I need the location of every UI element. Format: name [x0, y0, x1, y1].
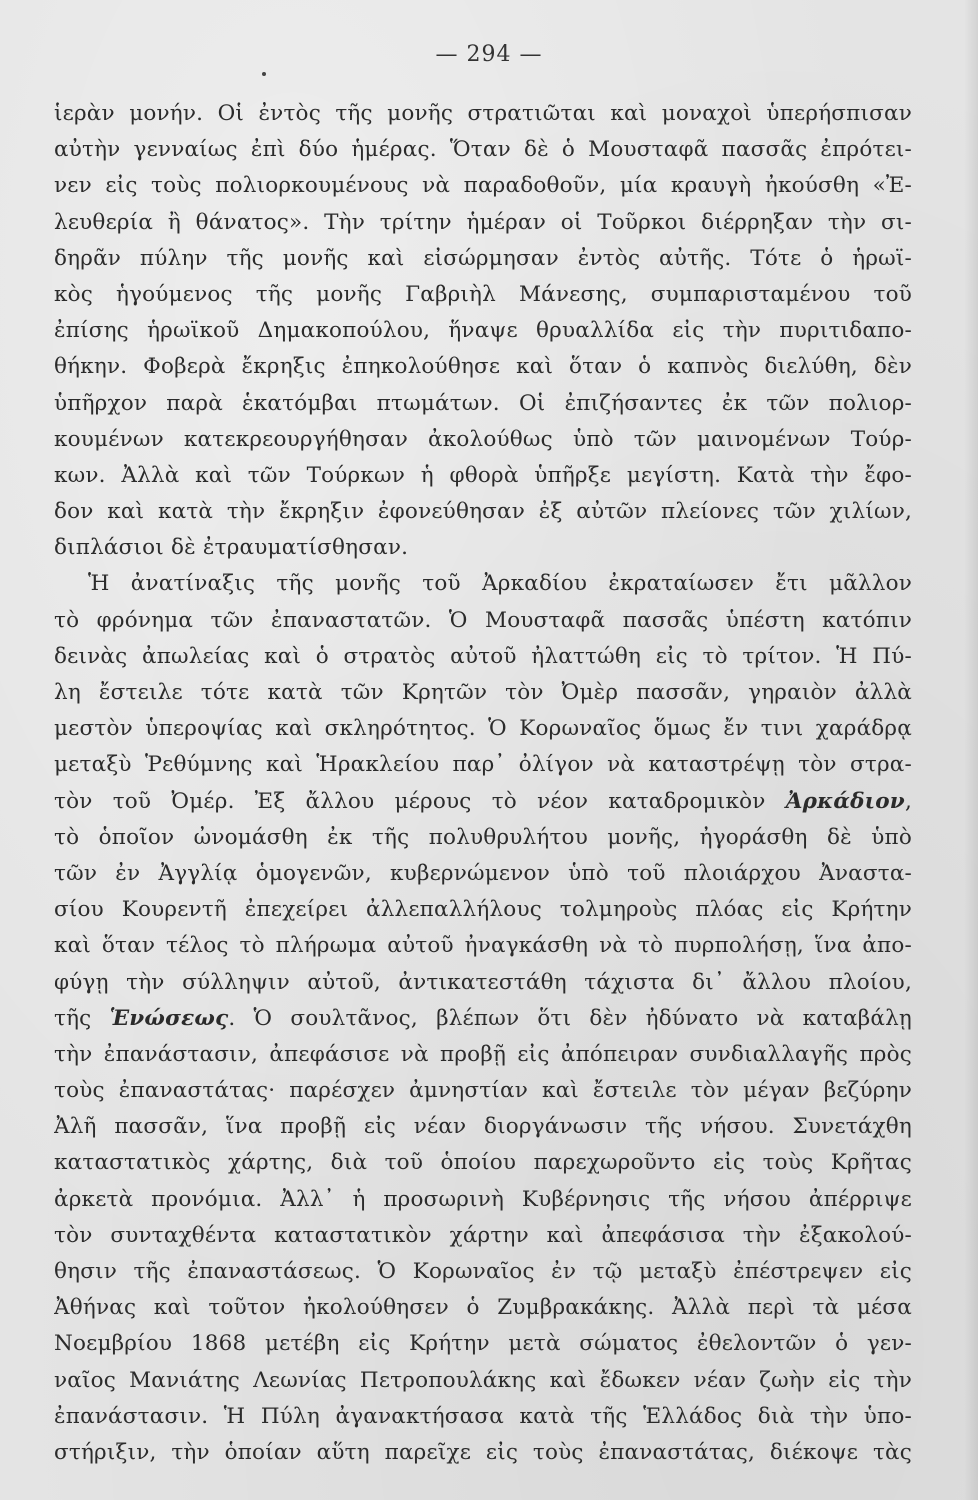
- text-line: [54, 205, 912, 241]
- text-line-content: δον καὶ κατὰ τὴν ἔκρηξιν ἐφονεύθησαν ἐξ αὐτῶν πλείονες τῶν χιλίων,: [54, 499, 912, 525]
- text-line: [54, 965, 912, 1001]
- text-line-content: θήκην. Φοβερὰ ἔκρηξις ἐπηκολούθησε καὶ ὅταν ὁ καπνὸς διελύθη, δὲν: [54, 354, 912, 380]
- text-line-content: Ἀθήνας καὶ τοῦτον ἠκολούθησεν ὁ Ζυμβρακάκης. Ἀλλὰ περὶ τὰ μέσα: [54, 1295, 912, 1321]
- text-line-content: ναῖος Μανιάτης Λεωνίας Πετροπουλάκης καὶ ἔδωκεν νέαν ζωὴν εἰς τὴν: [54, 1367, 912, 1393]
- text-line: [54, 1145, 912, 1181]
- text-line: [54, 1399, 912, 1435]
- text-line-content: τὸ ὁποῖον ὠνομάσθη ἐκ τῆς πολυθρυλήτου μονῆς, ἠγοράσθη δὲ ὑπὸ: [54, 824, 912, 850]
- text-line-content: τῶν ἐν Ἀγγλίᾳ ὁμογενῶν, κυβερνώμενον ὑπὸ τοῦ πλοιάρχου Ἀναστα-: [54, 860, 912, 886]
- text-line-content: δηρᾶν πύλην τῆς μονῆς καὶ εἰσώρμησαν ἐντὸς αὐτῆς. Τότε ὁ ἡρωϊ-: [54, 245, 912, 271]
- text-line-content: σίου Κουρεντῆ ἐπεχείρει ἀλλεπαλλήλους τολμηροὺς πλόας εἰς Κρήτην: [54, 897, 912, 923]
- text-line-content: διπλάσιοι δὲ ἐτραυματίσθησαν.: [54, 535, 409, 561]
- text-line-content: αὐτὴν γενναίως ἐπὶ δύο ἡμέρας. Ὅταν δὲ ὁ Μουσταφᾶ πασσᾶς ἐπρότει-: [54, 137, 912, 163]
- text-line-content: ὑπῆρχον παρὰ ἑκατόμβαι πτωμάτων. Οἱ ἐπιζήσαντες ἐκ τῶν πολιορ-: [54, 390, 912, 416]
- text-line: [54, 711, 912, 747]
- text-line: [54, 1001, 912, 1037]
- text-line-content: μεταξὺ Ῥεθύμνης καὶ Ἡρακλείου παρ᾽ ὀλίγον νὰ καταστρέψῃ τὸν στρα-: [54, 752, 912, 778]
- text-line-content: κων. Ἀλλὰ καὶ τῶν Τούρκων ἡ φθορὰ ὑπῆρξε μεγίστη. Κατὰ τὴν ἔφο-: [54, 462, 912, 488]
- page-edge-shadow: [964, 0, 978, 1500]
- text-line: [54, 820, 912, 856]
- text-line-content: ἱερὰν μονήν. Οἱ ἐντὸς τῆς μονῆς στρατιῶται καὶ μοναχοὶ ὑπερήσπισαν: [54, 101, 912, 126]
- text-line-content: τῆς: [54, 1005, 92, 1031]
- text-line-content: Ἡ ἀνατίναξις τῆς μονῆς τοῦ Ἀρκαδίου ἐκραταίωσεν ἔτι μᾶλλον: [88, 571, 912, 597]
- text-line: [54, 349, 912, 385]
- text-line: [54, 422, 912, 458]
- text-line: [54, 639, 912, 675]
- text-line-content: τὴν ἐπανάστασιν, ἀπεφάσισε νὰ προβῇ εἰς ἀπόπειραν συνδιαλλαγῆς πρὸς: [54, 1041, 912, 1067]
- text-line-content: ἐπίσης ἡρωϊκοῦ Δημακοπούλου, ἥναψε θρυαλλίδα εἰς τὴν πυριτιδαπο-: [54, 318, 912, 344]
- text-line: [54, 1326, 912, 1362]
- text-line: [54, 1182, 912, 1218]
- text-line: [54, 241, 912, 277]
- text-line: [54, 386, 912, 422]
- italic-ship-name: Ἑνώσεως: [109, 1005, 229, 1031]
- page-number: — 294 —: [435, 42, 543, 67]
- text-line-content: δεινὰς ἀπωλείας καὶ ὁ στρατὸς αὐτοῦ ἠλαττώθη εἰς τὸ τρίτον. Ἡ Πύ-: [54, 643, 912, 669]
- text-line: [54, 928, 912, 964]
- text-line: [54, 603, 912, 639]
- text-line: [54, 1290, 912, 1326]
- text-line-content: τὸ φρόνημα τῶν ἐπαναστατῶν. Ὁ Μουσταφᾶ πασσᾶς ὑπέστη κατόπιν: [54, 607, 912, 633]
- text-line-content: νεν εἰς τοὺς πολιορκουμένους νὰ παραδοθοῦν, μία κραυγὴ ἠκούσθη «Ἐ-: [54, 173, 912, 199]
- text-line: [54, 277, 912, 313]
- ink-speck: [262, 72, 266, 76]
- text-line-content: καὶ ὅταν τέλος τὸ πλήρωμα αὐτοῦ ἠναγκάσθη νὰ τὸ πυρπολήσῃ, ἵνα ἀπο-: [54, 933, 912, 959]
- text-line: [54, 530, 912, 566]
- text-line-content: μεστὸν ὑπεροψίας καὶ σκληρότητος. Ὁ Κορωναῖος ὅμως ἔν τινι χαράδρᾳ: [54, 716, 912, 742]
- text-line: [54, 313, 912, 349]
- text-line: [54, 132, 912, 168]
- text-line: [54, 494, 912, 530]
- text-line: [54, 1363, 912, 1399]
- text-line-content: καταστατικὸς χάρτης, διὰ τοῦ ὁποίου παρεχωροῦντο εἰς τοὺς Κρῆτας: [54, 1150, 912, 1176]
- text-line-content: ἀρκετὰ προνόμια. Ἀλλ᾽ ἡ προσωρινὴ Κυβέρνησις τῆς νήσου ἀπέρριψε: [54, 1186, 912, 1212]
- text-line: [54, 1037, 912, 1073]
- text-line: [54, 747, 912, 783]
- text-line-content: τοὺς ἐπαναστάτας· παρέσχεν ἀμνηστίαν καὶ ἔστειλε τὸν μέγαν βεζύρην: [54, 1078, 912, 1104]
- text-line-content: κὸς ἡγούμενος τῆς μονῆς Γαβριὴλ Μάνεσης, συμπαρισταμένου τοῦ: [54, 281, 912, 307]
- text-line: [54, 96, 912, 132]
- text-line-content: Νοεμβρίου 1868 μετέβη εἰς Κρήτην μετὰ σώματος ἐθελοντῶν ὁ γεν-: [54, 1331, 912, 1357]
- text-line-content: λευθερία ἢ θάνατος». Τὴν τρίτην ἡμέραν οἱ Τοῦρκοι διέρρηξαν τὴν σι-: [54, 209, 912, 235]
- text-line-content: θησιν τῆς ἐπαναστάσεως. Ὁ Κορωναῖος ἐν τῷ μεταξὺ ἐπέστρεψεν εἰς: [54, 1259, 912, 1284]
- text-line: [54, 458, 912, 494]
- text-line-content: κουμένων κατεκρεουργήθησαν ἀκολούθως ὑπὸ τῶν μαινομένων Τούρ-: [54, 426, 912, 452]
- text-line-tail: . Ὁ σουλτᾶνος, βλέπων ὅτι δὲν ἠδύνατο νὰ καταβάλῃ: [228, 1005, 912, 1031]
- italic-ship-name: Ἀρκάδιον: [785, 788, 905, 814]
- text-line: [54, 675, 912, 711]
- text-line: [54, 784, 912, 820]
- text-line-content: τὸν συνταχθέντα καταστατικὸν χάρτην καὶ ἀπεφάσισα τὴν ἐξακολού-: [54, 1222, 912, 1248]
- text-line-content: τὸν τοῦ Ὀμέρ. Ἐξ ἄλλου μέρους τὸ νέον καταδρομικὸν: [54, 788, 766, 814]
- text-line: [54, 1254, 912, 1290]
- text-line-content: Ἀλῆ πασσᾶν, ἵνα προβῇ εἰς νέαν διοργάνωσιν τῆς νήσου. Συνετάχθη: [54, 1114, 912, 1140]
- text-line: [54, 1073, 912, 1109]
- text-line-content: στήριξιν, τὴν ὁποίαν αὕτη παρεῖχε εἰς τοὺς ἐπαναστάτας, διέκοψε τὰς: [54, 1439, 912, 1465]
- text-line-content: λη ἔστειλε τότε κατὰ τῶν Κρητῶν τὸν Ὀμὲρ πασσᾶν, γηραιὸν ἀλλὰ: [54, 680, 912, 705]
- body-text: [54, 96, 912, 1471]
- text-line: [54, 856, 912, 892]
- text-line: [54, 168, 912, 204]
- text-line: [54, 1218, 912, 1254]
- text-line-tail: ,: [904, 788, 912, 814]
- text-line: [54, 892, 912, 928]
- text-line-content: φύγῃ τὴν σύλληψιν αὐτοῦ, ἀντικατεστάθη τάχιστα δι᾽ ἄλλου πλοίου,: [54, 969, 912, 995]
- text-line: [54, 1109, 912, 1145]
- text-line-content: ἐπανάστασιν. Ἡ Πύλη ἀγανακτήσασα κατὰ τῆς Ἑλλάδος διὰ τὴν ὑπο-: [54, 1403, 912, 1429]
- text-line: [54, 1435, 912, 1471]
- text-line: [54, 566, 912, 602]
